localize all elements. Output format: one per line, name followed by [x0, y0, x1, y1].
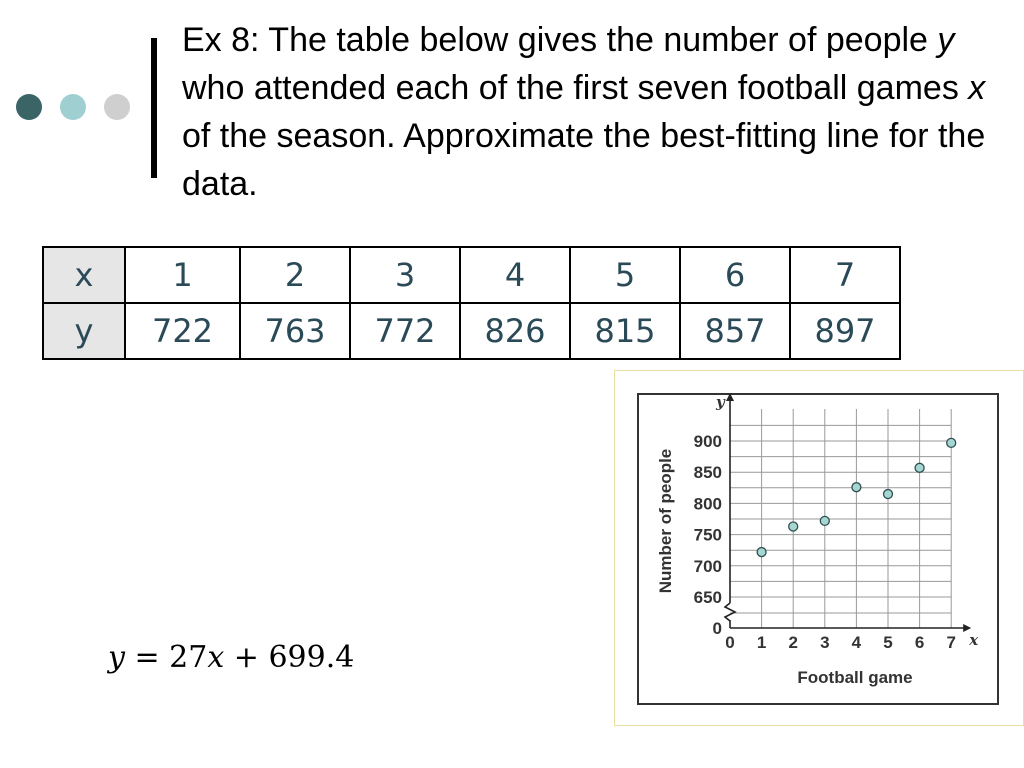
x-tick-label: 4	[851, 633, 862, 652]
table-cell: 7	[790, 247, 900, 303]
table-cell: 1	[125, 247, 240, 303]
x-tick-label: 5	[883, 633, 893, 652]
decor-dot-teal	[60, 94, 86, 120]
equation-lhs: y	[108, 640, 125, 675]
best-fit-equation	[108, 640, 354, 675]
equation-var: x	[207, 640, 225, 675]
scatter-plot	[615, 371, 1023, 725]
decor-dot-gray	[104, 94, 130, 120]
y-axis-letter: y	[716, 393, 725, 411]
y-tick-label: 900	[693, 432, 722, 451]
table-cell: 763	[240, 303, 350, 359]
table-cell: 2	[240, 247, 350, 303]
title-text-2: who attended each of the first seven football games	[182, 69, 969, 107]
data-point	[852, 483, 861, 492]
data-point	[820, 516, 829, 525]
data-point	[947, 438, 956, 447]
y-tick-label: 650	[693, 588, 722, 607]
table-cell: 857	[680, 303, 790, 359]
title-var-y: y	[937, 21, 955, 59]
equation-eq: = 27	[124, 640, 208, 675]
table-cell: 772	[350, 303, 460, 359]
scatter-plot-figure	[614, 370, 1024, 726]
x-tick-label: 1	[756, 633, 767, 652]
x-axis-title: Football game	[797, 668, 913, 687]
table-cell: 815	[570, 303, 680, 359]
decor-dot-dark	[16, 94, 42, 120]
data-point	[757, 548, 766, 557]
x-axis-letter: x	[969, 631, 979, 649]
table-row-y	[43, 303, 900, 359]
table-cell: 722	[125, 303, 240, 359]
data-point	[789, 522, 798, 531]
data-point	[915, 463, 924, 472]
x-tick-label: 3	[820, 633, 830, 652]
table-cell: 5	[570, 247, 680, 303]
y-axis-break-mark	[725, 603, 735, 621]
table-header-x: x	[43, 247, 125, 303]
y-tick-label: 750	[693, 525, 722, 545]
x-tick-label: 0	[725, 633, 735, 652]
x-tick-label: 6	[914, 633, 925, 652]
slide-title	[182, 16, 1012, 208]
data-point	[884, 490, 893, 499]
title-var-x: x	[968, 69, 986, 107]
table-cell: 4	[460, 247, 570, 303]
title-text-3: of the season. Approximate the best-fitting line for the data.	[182, 117, 986, 203]
table-row-x	[43, 247, 900, 303]
x-tick-label: 2	[788, 633, 798, 652]
y-axis-title: Number of people	[656, 448, 675, 594]
table-cell: 3	[350, 247, 460, 303]
table-cell: 826	[460, 303, 570, 359]
table-header-y: y	[43, 303, 125, 359]
table-cell: 897	[790, 303, 900, 359]
title-text-1: Ex 8: The table below gives the number of people	[182, 21, 938, 59]
title-divider-bar	[151, 38, 157, 178]
x-tick-label: 7	[946, 633, 956, 652]
equation-rest: + 699.4	[224, 640, 355, 675]
data-table	[42, 246, 901, 360]
y-tick-label: 800	[693, 494, 722, 514]
table-cell: 6	[680, 247, 790, 303]
y-tick-label: 700	[693, 556, 722, 576]
y-tick-label: 850	[693, 463, 722, 483]
y-tick-label: 0	[712, 619, 722, 638]
